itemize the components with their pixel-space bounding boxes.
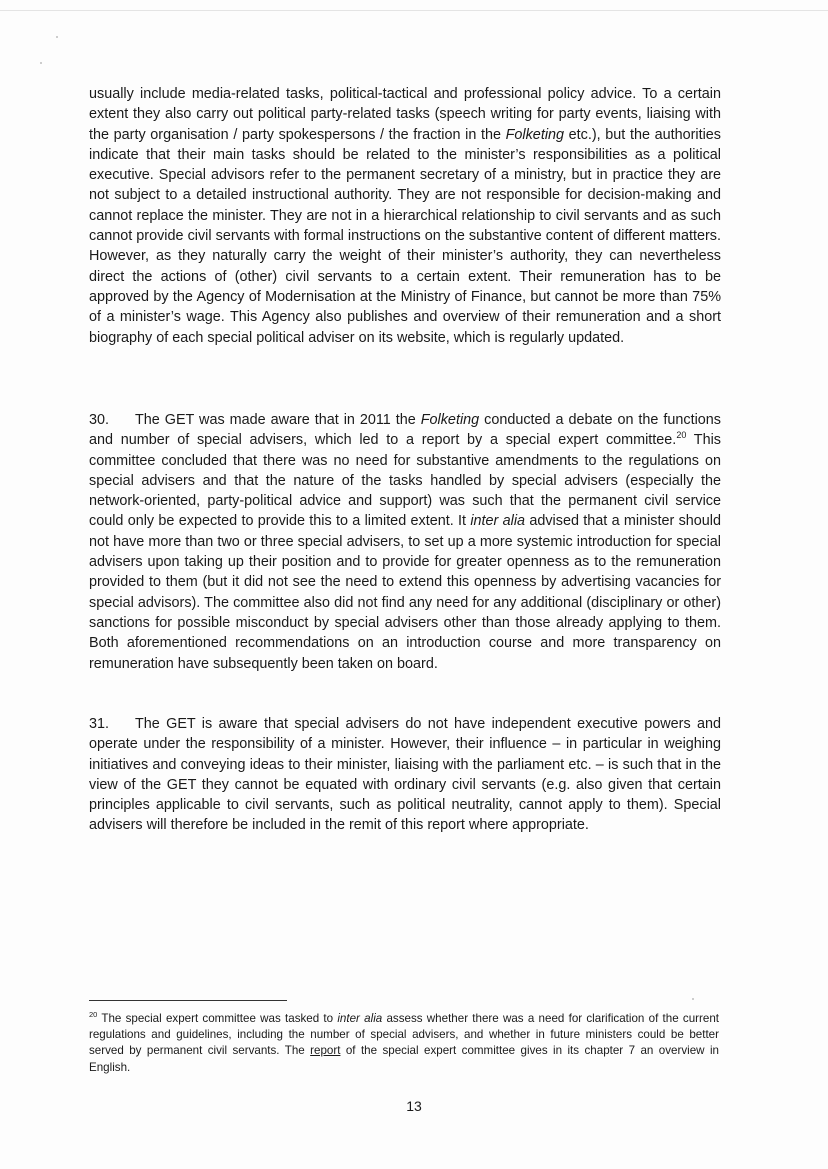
italic-text: inter alia <box>470 513 526 530</box>
text-run: assess whether there was a need for clarification of the current regulations and guidelines, including the number of special advisers, and whether in future ministers could be better served by permanent civil servants. The <box>89 1012 719 1058</box>
page-number: 13 <box>406 1098 422 1114</box>
footnote-ref: 20 <box>89 1010 98 1020</box>
text-run: etc.), but the authorities indicate that their main tasks should be related to the minister’s responsibilities as a political executive. Special advisors refer to the permanent secretary of a ministry, but in practice they are not subject to a detailed instructional authority. They are not responsible for decision-making and cannot replace the minister. They are not in a hierarchical relationship to civil servants and as such cannot provide civil servants with formal instructions on the substantive content of different matters. However, as they naturally carry the weight of their minister’s authority, they can nevertheless direct the actions of (other) civil servants to a certain extent. Their remuneration has to be approved by the Agency of Modernisation at the Ministry of Finance, but cannot be more than 75% of a minister’s wage. This Agency also publishes and overview of their remuneration and a short biography of each special political adviser on its website, which is regularly updated. <box>89 126 721 346</box>
text-run: conducted a debate on the functions and number of special advisers, which led to a report by a special expert committee. <box>89 412 721 449</box>
footnote-ref: 20 <box>676 430 687 441</box>
text-run: usually include media-related tasks, political-tactical and professional policy advice. To a certain extent they also carry out political party-related tasks (speech writing for party events, liaising with the party organisation / party spokespersons / the fraction in the <box>89 86 721 143</box>
paragraph-number: 31. <box>89 716 110 732</box>
text-run: The GET was made aware that in 2011 the <box>135 412 421 428</box>
text-run: The GET is aware that special advisers do not have independent executive powers and operate under the responsibility of a minister. However, their influence – in particular in weighing initiatives and conveying ideas to their minister, liaising with the parliament etc. – is such that in the view of the GET they cannot be equated with ordinary civil servants (e.g. also given that certain principles applicable to civil servants, such as political neutrality, cannot apply to them). Special advisers will therefore be included in the remit of this report where appropriate. <box>89 716 721 834</box>
text-run: advised that a minister should not have more than two or three special advisers, to set up a more systemic introduction for special advisers upon taking up their position and to provide for greater openness as to the remuneration provided to them (but it did not see the need to extend this openness by advertising vacancies for special advisors). The committee also did not find any need for any additional (disciplinary or other) sanctions for possible misconduct by special advisers other than those already applying to them. Both aforementioned recommendations on an introduction course and more transparency on remuneration have subsequently been taken on board. <box>89 513 721 672</box>
scan-speck <box>56 36 58 38</box>
paragraph-30 <box>89 410 721 674</box>
italic-text: inter alia <box>337 1012 383 1025</box>
text-run: of the special expert committee gives in its chapter 7 an overview in English. <box>89 1044 719 1074</box>
paragraph-31 <box>89 714 721 836</box>
paragraph-continuation <box>89 84 721 348</box>
text-run: The special expert committee was tasked to <box>97 1012 338 1025</box>
paragraph-number: 30. <box>89 412 110 428</box>
scan-speck <box>692 998 694 1000</box>
footnote-20 <box>89 1011 719 1076</box>
scan-speck <box>40 62 42 64</box>
footnote-separator <box>89 1000 287 1001</box>
report-link[interactable]: report <box>310 1044 341 1058</box>
italic-text: Folketing <box>505 126 565 143</box>
italic-text: Folketing <box>420 412 480 428</box>
text-run: This committee concluded that there was no need for substantive amendments to the regulations on special advisers and that the nature of the tasks handled by special advisers (especially the network-oriented, party-political advice and support) was such that the permanent civil service could only be expected to provide this to a limited extent. It <box>89 432 721 530</box>
scan-edge-line <box>0 10 828 11</box>
